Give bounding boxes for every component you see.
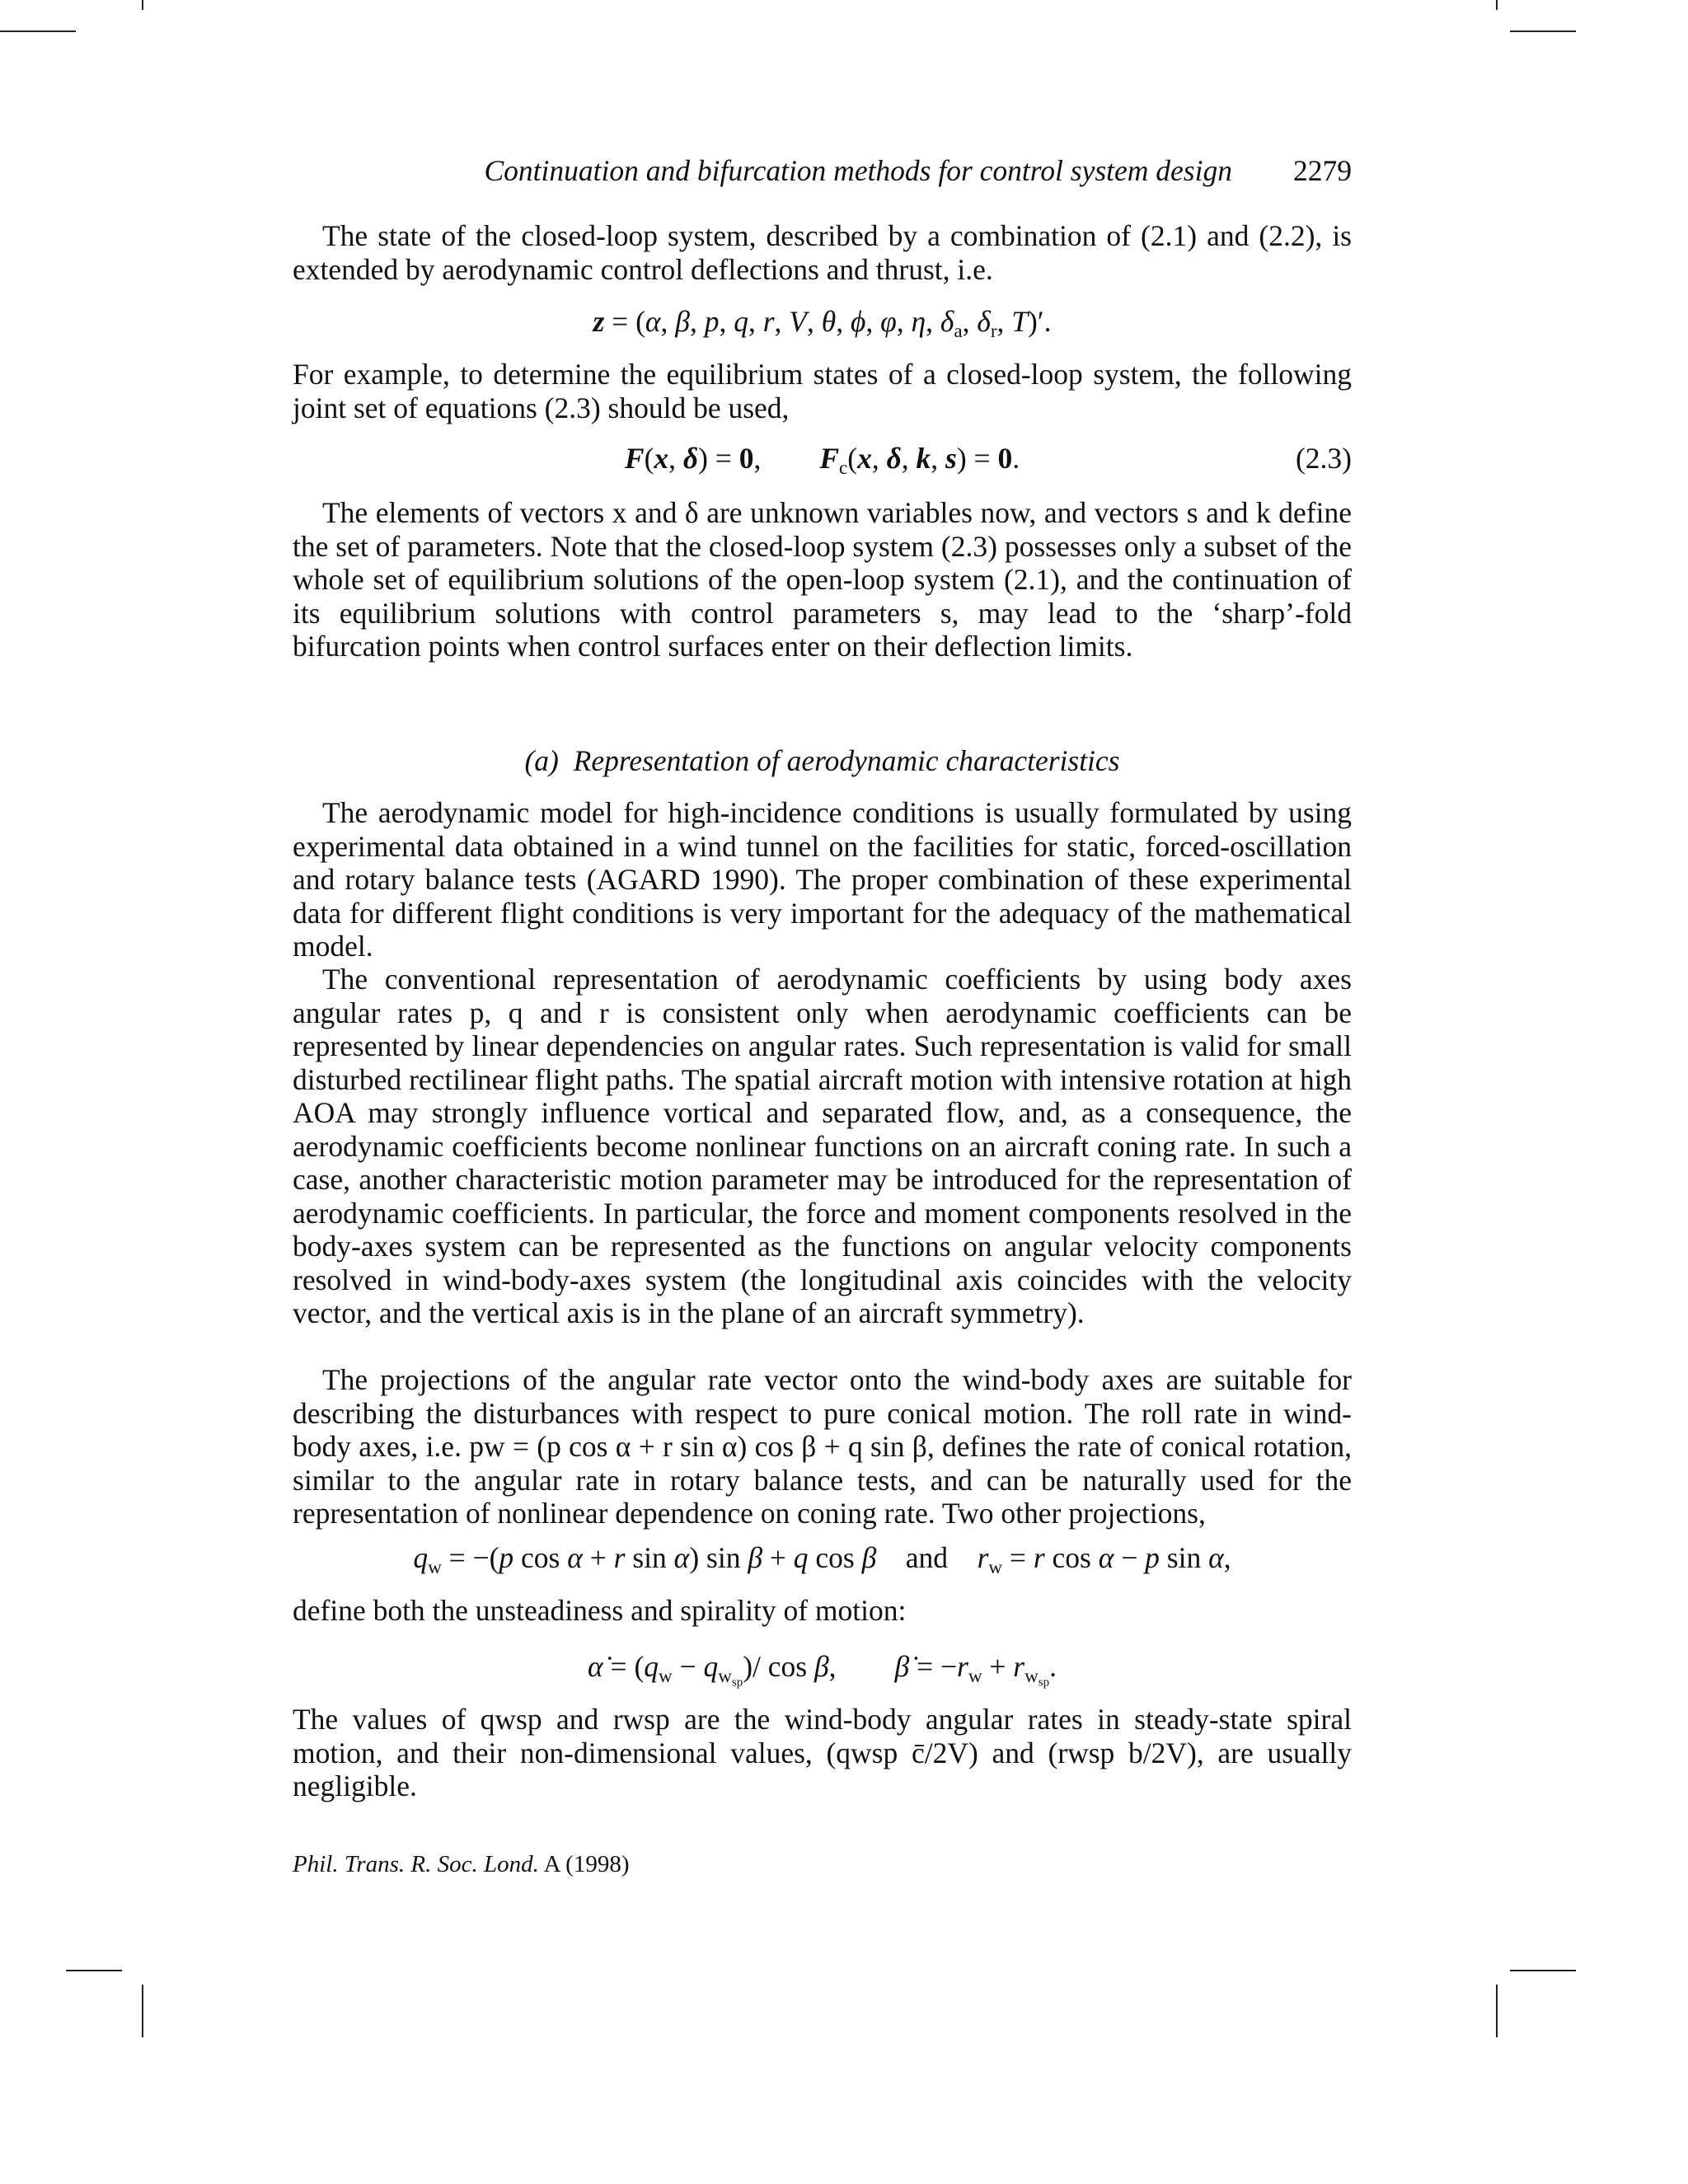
crop-mark [1496, 1985, 1498, 2037]
page-number: 2279 [1293, 154, 1352, 187]
footer [293, 1851, 629, 1878]
paragraph-values [293, 1703, 1352, 1803]
equation-number: (2.3) [1295, 442, 1352, 475]
equation-rates: α̇ = $(q_w - q_{w_{sp}})/$ cos β, β̇ = $-r_w + r_{w_{sp}}$. [588, 1650, 1057, 1690]
journal-name: Phil. Trans. R. Soc. Lond. [293, 1851, 539, 1877]
crop-mark [142, 1985, 143, 2037]
paragraph-text: For example, to determine the equilibrium states of a closed-loop system, the following joint set of equations (2.3) should be used, [293, 358, 1352, 424]
paragraph-unsteadiness [293, 1594, 1352, 1628]
equation-2-3: F(x, δ) = 0, $F_c(x$, δ, k, s) = 0. (2.3) [624, 442, 1352, 478]
paragraph-text: The conventional representation of aerodynamic coefficients by using body axes angular rates p, q and r is consistent only when aerodynamic coefficients can be represented by linear dependencies on angular rates. Such representation is valid for small disturbed rectilinear flight paths. The spatial aircraft motion with intensive rotation at high AOA may strongly influence vortical and separated flow, and, as a consequence, the aerodynamic coefficients become nonlinear functions on an aircraft coning rate. In such a case, another characteristic motion parameter may be introduced for the representation of aerodynamic coefficients. In particular, the force and moment components resolved in the body-axes system can be represented as the functions on angular velocity components resolved in wind-body-axes system (the longitudinal axis coincides with the velocity vector, and the vertical axis is in the plane of an aircraft symmetry). [293, 963, 1352, 1329]
paragraph-text: The state of the closed-loop system, described by a combination of (2.1) and (2.2), is extended by aerodynamic control deflections and thrust, i.e. [293, 219, 1352, 286]
paragraph-text: The elements of vectors x and δ are unknown variables now, and vectors s and k define the set of parameters. Note that the closed-loop system (2.3) possesses only a subset of the whole set of equilibrium solutions of the open-loop system (2.1), and the continuation of its equilibrium solutions with control parameters s, may lead to the ‘sharp’-fold bifurcation points when control surfaces enter on their deflection limits. [293, 496, 1352, 663]
running-title: Continuation and bifurcation methods for control system design [484, 154, 1232, 187]
journal-year: (1998) [565, 1851, 630, 1877]
crop-mark [0, 30, 76, 32]
section-heading [293, 743, 1352, 778]
paragraph-text: define both the unsteadiness and spirality of motion: [293, 1594, 907, 1627]
journal-volume: A [543, 1851, 560, 1877]
paragraph-text: The values of qwsp and rwsp are the wind-body angular rates in steady-state spiral motion, and their non-dimensional values, (qwsp c̄/2V) and (rwsp b/2V), are usually negligible. [293, 1703, 1352, 1802]
crop-mark [66, 1970, 122, 1971]
equation-qw-rw: $q_w = -(p$ cos α + r sin α) sin β + q cos β and $r_w = r$ cos α − p sin α, [413, 1541, 1231, 1577]
paragraph-text: The projections of the angular rate vector onto the wind-body axes are suitable for describing the disturbances with respect to pure conical motion. The roll rate in wind-body axes, i.e. pw = (p cos α + r sin α) cos β + q sin β, defines the rate of conical rotation, similar to the angular rate in rotary balance tests, and can be naturally used for the representation of nonlinear dependence on coning rate. Two other projections, [293, 1363, 1352, 1530]
section-title: Representation of aerodynamic characteristics [573, 744, 1120, 777]
equation-state-vector: z = (α, β, p, q, r, V, θ, ϕ, φ, η, $\delta_a$, $\delta_r$, T)′. [593, 305, 1052, 341]
crop-mark [1510, 1970, 1576, 1971]
crop-mark [142, 0, 143, 10]
paragraph-text: The aerodynamic model for high-incidence conditions is usually formulated by using experimental data obtained in a wind tunnel on the facilities for static, forced-oscillation and rotary balance tests (AGARD 1990). The proper combination of these experimental data for different flight conditions is very important for the adequacy of the mathematical model. [293, 796, 1352, 963]
crop-mark [1496, 0, 1498, 10]
running-head [293, 153, 1352, 190]
paragraph-elements [293, 496, 1352, 663]
paragraph-conventional [293, 963, 1352, 1330]
paragraph-aero-model [293, 796, 1352, 963]
crop-mark [1510, 30, 1576, 32]
paragraph-equilibrium [293, 358, 1352, 424]
paragraph-projections [293, 1363, 1352, 1530]
section-label: (a) [524, 744, 559, 777]
paragraph-state-extension [293, 219, 1352, 286]
